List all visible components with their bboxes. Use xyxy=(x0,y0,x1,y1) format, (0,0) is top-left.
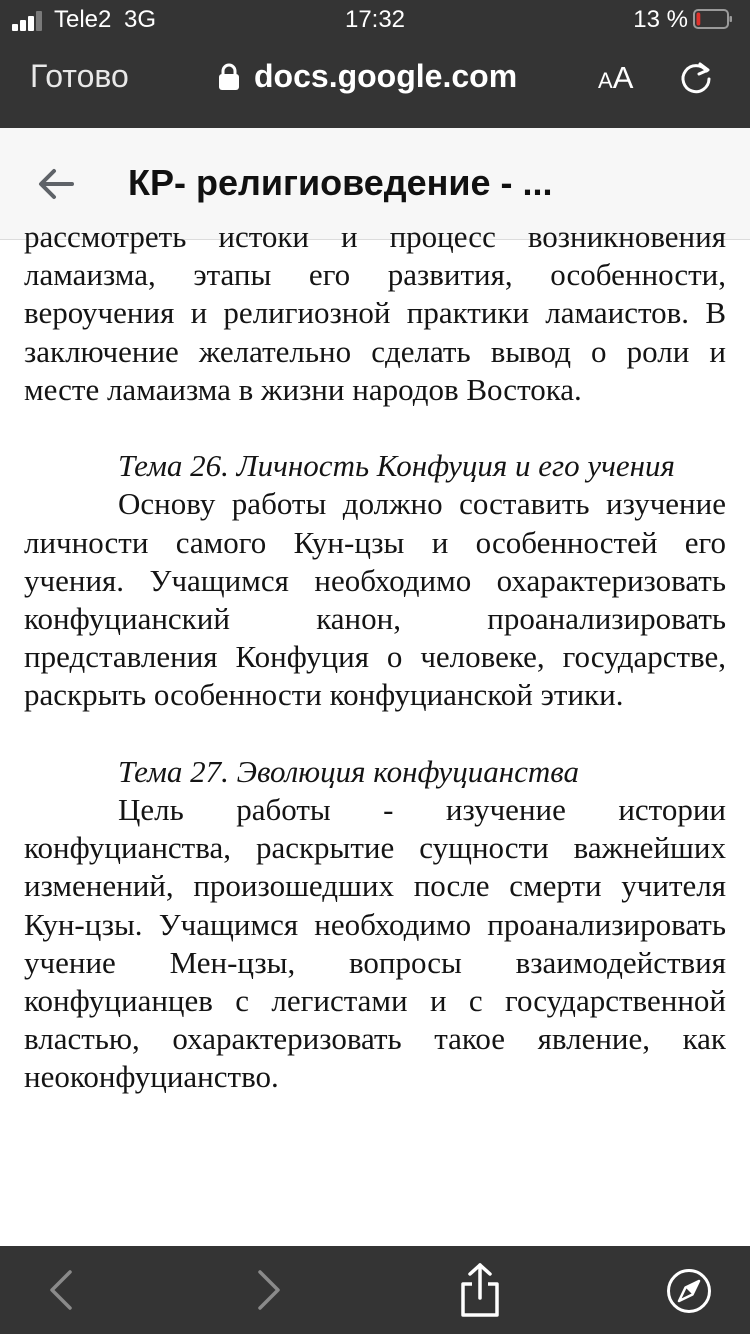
text-size-button[interactable] xyxy=(598,60,633,96)
lock-icon xyxy=(218,62,240,92)
paragraph-gap xyxy=(24,409,726,447)
compass-icon[interactable] xyxy=(666,1268,712,1314)
section-body: Цель работы - изучение истории конфуцианства, раскрытие сущности важнейших изменений, произошедших после смерти учителя Кун-цзы. Учащимся необходимо проанализировать учение Мен-цзы, вопросы взаимодействия конфуцианцев с легистами и с государственной властью, охарактеризовать такое явление, как неоконфуцианство. xyxy=(24,792,726,1095)
carrier-name: Tele2 xyxy=(54,6,112,33)
section-heading: Тема 27. Эволюция конфуцианства xyxy=(118,753,579,789)
document-viewport[interactable] xyxy=(0,219,750,1246)
status-bar xyxy=(0,0,750,40)
back-arrow-icon[interactable] xyxy=(36,166,76,202)
section-body: Основу работы должно составить изучение личности самого Кун-цзы и особенностей его учения. Учащимся необходимо охарактеризовать конфуцианский канон, проанализировать представления Конфуция о человеке, государстве, раскрыть особенности конфуцианской этики. xyxy=(24,486,726,713)
browser-toolbar xyxy=(0,40,750,128)
document-content xyxy=(24,218,726,1097)
intro-paragraph: рассмотреть истоки и процесс возникновения ламаизма, этапы его развития, особенности, вероучения и религиозной практики ламаистов. В заключение желательно сделать вывод о роли и месте ламаизма в жизни народов Востока. xyxy=(24,219,726,407)
url-text: docs.google.com xyxy=(254,58,518,94)
paragraph-gap xyxy=(24,715,726,753)
battery-icon xyxy=(693,9,733,29)
reload-icon[interactable] xyxy=(676,58,716,98)
battery-percent: 13 % xyxy=(633,6,688,33)
chevron-left-icon[interactable] xyxy=(44,1268,76,1312)
done-button[interactable]: Готово xyxy=(30,58,129,94)
share-icon[interactable] xyxy=(456,1262,504,1318)
bottom-toolbar xyxy=(0,1246,750,1334)
chevron-right-icon[interactable] xyxy=(254,1268,286,1312)
text-size-large-label: A xyxy=(612,60,634,95)
network-type: 3G xyxy=(124,6,157,33)
status-time: 17:32 xyxy=(344,6,406,33)
text-size-small-label: A xyxy=(598,68,613,93)
battery-fill xyxy=(697,13,701,26)
document-title: КР- религиоведение - ... xyxy=(128,162,553,203)
section-heading: Тема 26. Личность Конфуция и его учения xyxy=(118,448,675,484)
